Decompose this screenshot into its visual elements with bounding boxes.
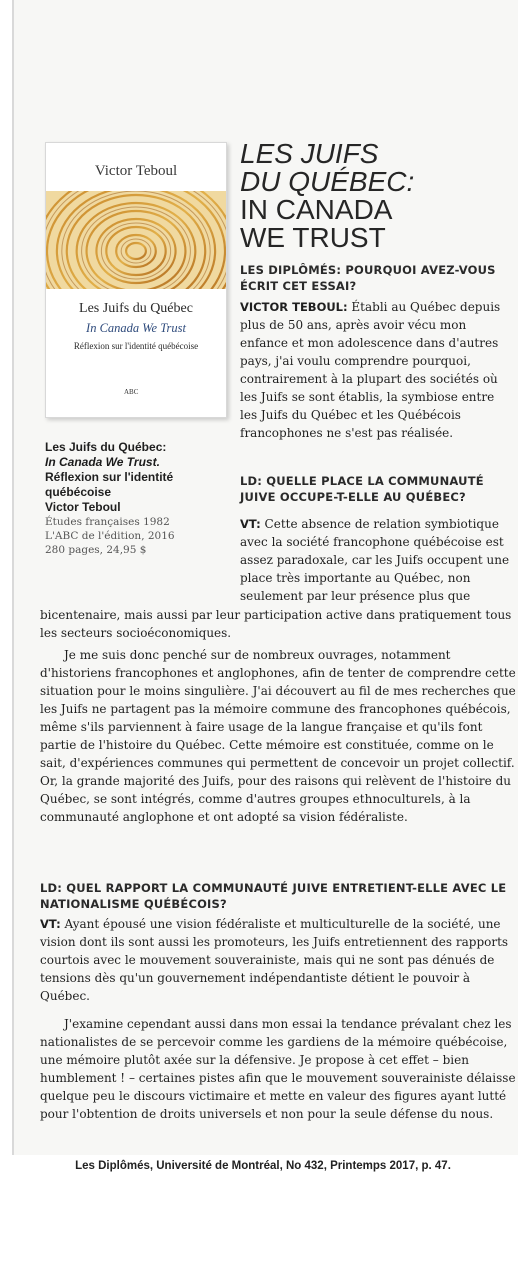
- answer-3-text: Ayant épousé une vision fédéraliste et multiculturelle de la société, une vision dont ils sont aussi les promoteurs, les Juifs entretiennent des rapports courtois avec le mouvement souverainiste, mais qui ne sont pas dénués de tensions dès qu'un gouvernement indépendantiste détient le pouvoir à Québec.: [40, 917, 509, 1003]
- source-caption: Les Diplômés, Université de Montréal, No 432, Printemps 2017, p. 47.: [75, 1160, 451, 1172]
- question-2-speaker: LD:: [240, 474, 263, 488]
- book-publisher: L'ABC de l'édition, 2016: [45, 530, 175, 542]
- answer-2-text: Cette absence de relation symbiotique avec la société francophone québécoise est assez paradoxale, car les Juifs occupent une place très importante au Québec, non seulement par leur présence plus que: [240, 517, 510, 603]
- answer-3: [40, 915, 516, 1005]
- question-1: [240, 262, 512, 294]
- headline-line-1: LES JUIFS: [240, 138, 379, 169]
- headline-line-3: IN CANADA: [240, 194, 393, 225]
- book-details: [45, 440, 235, 557]
- book-pages-price: 280 pages, 24,95 $: [45, 544, 147, 556]
- book-cover-image: [45, 142, 227, 418]
- book-author: Victor Teboul: [45, 500, 121, 514]
- answer-2-continued: bicentenaire, mais aussi par leur participation active dans pratiquement tous les secteurs socioéconomiques.: [40, 608, 512, 640]
- question-2: [240, 473, 512, 505]
- answer-1-text: Établi au Québec depuis plus de 50 ans, après avoir vécu mon enfance et mon adolescence dans d'autres pays, j'ai voulu comprendre pourquoi, contrairement à la plupart des sociétés où les Juifs se sont établis, la symbiose entre les Juifs du Québec et les Québécois francophones ne s'est pas réalisée.: [240, 300, 501, 440]
- question-3-text: QUEL RAPPORT LA COMMUNAUTÉ JUIVE ENTRETIENT-ELLE AVEC LE NATIONALISME QUÉBÉCOIS?: [40, 881, 507, 911]
- publisher-logo: ABC: [124, 388, 139, 396]
- fingerprint-artwork: [46, 191, 226, 289]
- question-3-speaker: LD:: [40, 881, 63, 895]
- cover-author: Victor Teboul: [94, 163, 178, 179]
- book-subtitle: In Canada We Trust.: [45, 455, 160, 469]
- answer-2-speaker: VT:: [240, 517, 261, 531]
- question-1-speaker: LES DIPLÔMÉS:: [240, 263, 342, 277]
- question-1-text: POURQUOI AVEZ-VOUS ÉCRIT CET ESSAI?: [240, 263, 496, 293]
- cover-tagline: Réflexion sur l'identité québécoise: [73, 341, 199, 351]
- paragraph-2: Je me suis donc penché sur de nombreux ouvrages, notamment d'historiens francophones et anglophones, afin de tenter de comprendre cette situation pour le moins singulière. J'ai découvert au fil de mes recherches que les Juifs ne partagent pas la mémoire commune des francophones québécois, même s'ils parviennent à faire usage de la langue française et qu'ils font partie de l'histoire du Québec. Cette mémoire est constituée, comme on le sait, d'expériences communes qui permettent de concevoir un projet collectif. Or, la grande majorité des Juifs, pour des raisons qui relèvent de l'histoire du Québec, se sont intégrés, comme d'autres groupes ethnoculturels, à la communauté anglophone et ont adopté sa vision fédéraliste.: [40, 648, 516, 824]
- answer-2: [240, 515, 512, 605]
- question-3: [40, 880, 516, 912]
- answer-3-speaker: VT:: [40, 917, 61, 931]
- cover-subtitle: In Canada We Trust: [86, 321, 186, 335]
- article-headline: [240, 140, 510, 252]
- headline-line-2: DU QUÉBEC:: [240, 166, 415, 197]
- question-2-text: QUELLE PLACE LA COMMUNAUTÉ JUIVE OCCUPE-T-ELLE AU QUÉBEC?: [240, 474, 484, 504]
- book-tagline: Réflexion sur l'identité québécoise: [45, 470, 174, 499]
- headline-line-4: WE TRUST: [240, 222, 386, 253]
- paragraph-4: J'examine cependant aussi dans mon essai la tendance prévalant chez les nationalistes de se percevoir comme les gardiens de la mémoire québécoise, une mémoire plutôt axée sur la défensive. Je propose à cet effet – bien humblement ! – certaines pistes afin que le mouvement souverainiste délaisse quelque peu le discours victimaire et mette en valeur des figures ayant lutté pour l'obtention de droits universels et non pour la seule défense du nous.: [40, 1017, 516, 1121]
- book-series: Études françaises 1982: [45, 516, 170, 528]
- answer-1-speaker: VICTOR TEBOUL:: [240, 300, 348, 314]
- cover-title: Les Juifs du Québec: [79, 301, 193, 316]
- answer-1: [240, 298, 512, 442]
- book-title: Les Juifs du Québec:: [45, 440, 167, 454]
